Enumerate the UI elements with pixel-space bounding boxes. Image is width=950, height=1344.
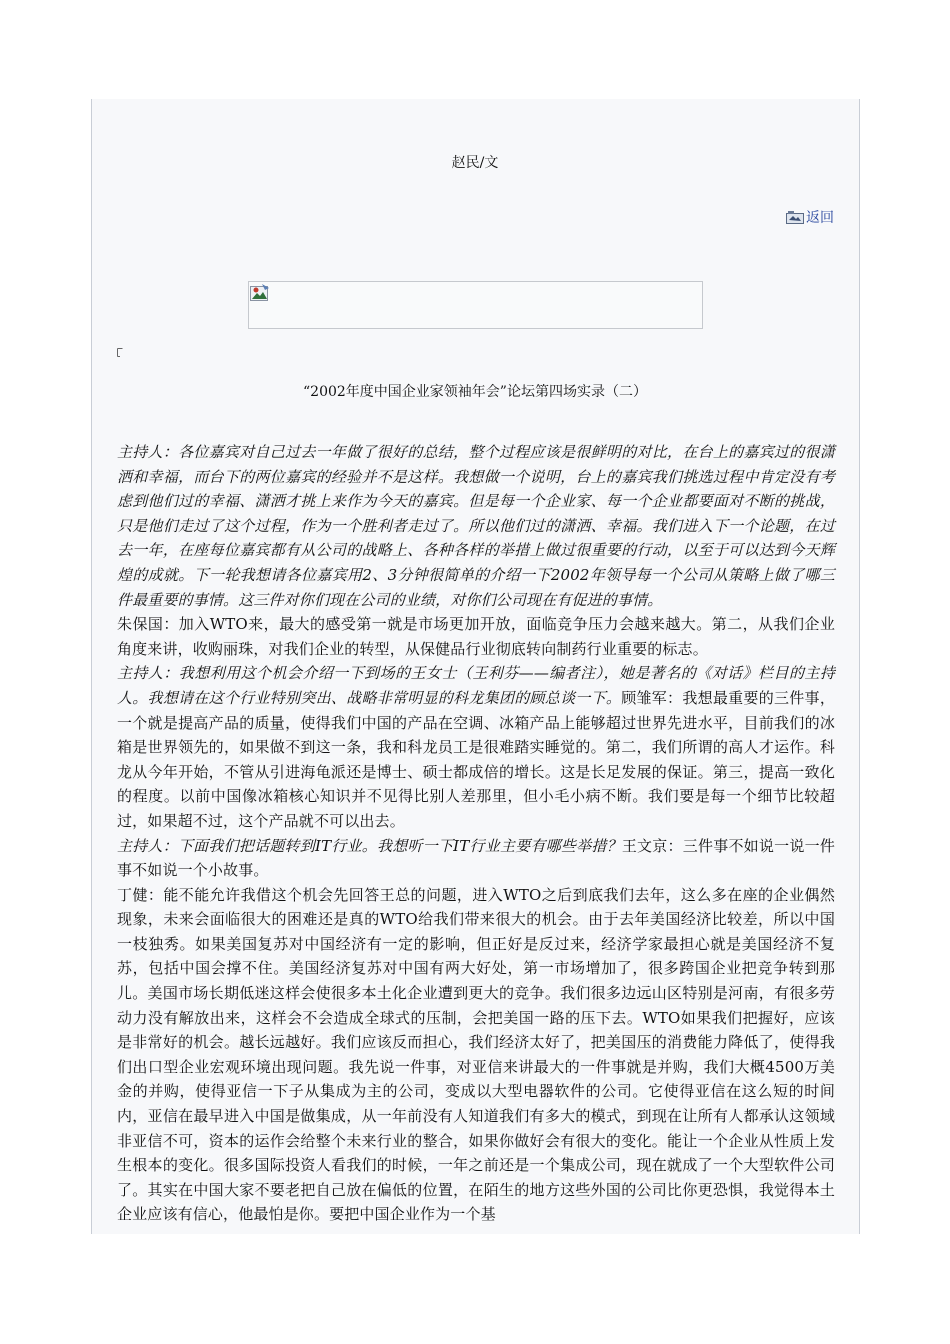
broken-image-icon bbox=[250, 284, 270, 302]
host-question: 主持人：我想利用这个机会介绍一下到场的王女士（王利芬——编者注），她是著名的《对话》栏目的主持人。我想请在这个行业特别突出、战略非常明显的科龙集团的顾总谈一下。 bbox=[117, 664, 835, 707]
host-question: 主持人：下面我们把话题转到IT行业。我想听一下IT行业主要有哪些举措？ bbox=[117, 836, 622, 855]
gu-chujun-answer: 顾雏军：我想最重要的三件事，一个就是提高产品的质量，使得我们中国的产品在空调、冰箱产品上能够超过世界先进水平，目前我们的冰箱是世界领先的，如果做不到这一条，我和科龙员工是很难踏实睡觉的。第二，我们所谓的高人才运作。科龙从今年开始，不管从引进海龟派还是博士、硕士都成倍的增长。这是长足发展的保证。第三，提高一致化的程度。以前中国像冰箱核心知识并不见得比别人差那里，但小毛小病不断。我们要是每一个细节比较超过，如果超不过，这个产品就不可以出去。 bbox=[117, 688, 835, 830]
back-link-label[interactable]: 返回 bbox=[806, 210, 834, 226]
image-placeholder-box bbox=[248, 281, 703, 329]
article-title: “2002年度中国企业家领袖年会”论坛第四场实录（二） bbox=[303, 384, 647, 400]
back-icon[interactable] bbox=[786, 211, 804, 224]
paragraph-host-gu-chujun bbox=[117, 661, 835, 833]
paragraph-zhu-baoguo: 朱保国：加入WTO来，最大的感受第一就是市场更加开放，面临竞争压力会越来越大。第二，从我们企业角度来讲，收购丽珠，对我们企业的转型，从保健品行业彻底转向制药行业重要的标志。 bbox=[117, 615, 835, 658]
author-byline: 赵民/文 bbox=[451, 155, 499, 171]
paragraph-ding-jian: 丁健：能不能允许我借这个机会先回答王总的问题，进入WTO之后到底我们去年，这么多在座的企业偶然现象，未来会面临很大的困难还是真的WTO给我们带来很大的机会。由于去年美国经济比较差，所以中国一枝独秀。如果美国复苏对中国经济有一定的影响，但正好是反过来，经济学家最担心就是美国经济不复苏，包括中国会撑不住。美国经济复苏对中国有两大好处，第一市场增加了，很多跨国企业把竞争转到那儿。美国市场长期低迷这样会使很多本土化企业遭到更大的竞争。我们很多边远山区特别是河南，有很多劳动力没有解放出来，这样会不会造成全球式的压制，会把美国一路的压下去。WTO如果我们把握好，应该是非常好的机会。越长远越好。我们应该反而担心，我们经济太好了，把美国压的消费能力降低了，使得我们出口型企业宏观环境出现问题。我先说一件事，对亚信来讲最大的一件事就是并购，我们大概4500万美金的并购，使得亚信一下子从集成为主的公司，变成以大型电器软件的公司。它使得亚信在这么短的时间内，亚信在最早进入中国是做集成，从一年前没有人知道我们有多大的模式，到现在让所有人都承认这领域非亚信不可，资本的运作会给整个未来行业的整合，如果你做好会有很大的变化。能让一个企业从性质上发生根本的变化。很多国际投资人看我们的时候，一年之前还是一个集成公司，现在就成了一个大型软件公司了。其实在中国大家不要老把自己放在偏低的位置，在陌生的地方这些外国的公司比你更恐惧，我觉得本土企业应该有信心，他最怕是你。要把中国企业作为一个基 bbox=[117, 885, 835, 1224]
back-link[interactable] bbox=[786, 207, 834, 227]
wang-wenjing-answer: 王文京：三件事不如说一说一件事不如说一个小故事。 bbox=[117, 836, 835, 880]
article-body bbox=[117, 440, 835, 1227]
paragraph-host-it bbox=[117, 834, 835, 883]
small-broken-image-icon bbox=[117, 342, 123, 351]
paragraph-host-intro: 主持人：各位嘉宾对自己过去一年做了很好的总结，整个过程应该是很鲜明的对比，在台上的嘉宾过的很潇洒和幸福，而台下的两位嘉宾的经验并不是这样。我想做一个说明，台上的嘉宾我们挑选过程中肯定没有考虑到他们过的幸福、潇洒才挑上来作为今天的嘉宾。但是每一个企业家、每一个企业都要面对不断的挑战，只是他们走过了这个过程，作为一个胜利者走过了。所以他们过的潇洒、幸福。我们进入下一个论题，在过去一年，在座每位嘉宾都有从公司的战略上、各种各样的举措上做过很重要的行动，以至于可以达到今天辉煌的成就。下一轮我想请各位嘉宾用2、3分钟很简单的介绍一下2002年领导每一个公司从策略上做了哪三件最重要的事情。这三件对你们现在公司的业绩，对你们公司现在有促进的事情。 bbox=[117, 443, 835, 609]
